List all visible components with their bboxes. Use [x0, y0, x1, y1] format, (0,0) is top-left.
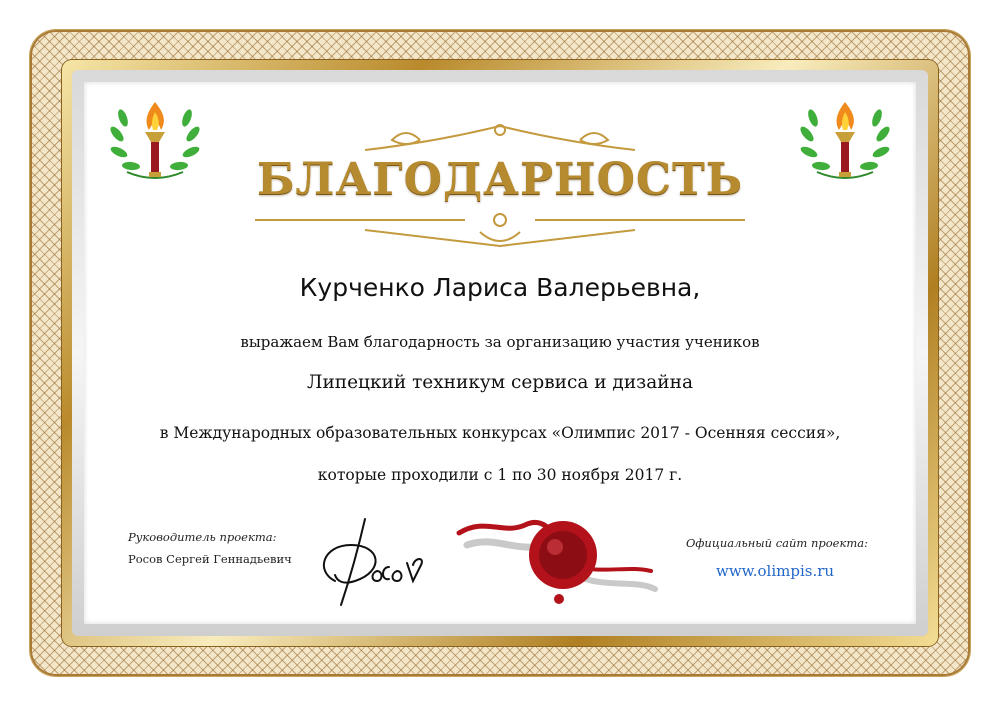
signature-icon [315, 515, 430, 610]
institution-name: Липецкий техникум сервиса и дизайна [307, 372, 693, 393]
official-site-link[interactable]: www.olimpis.ru [716, 562, 835, 580]
project-lead-label: Руководитель проекта: [128, 530, 277, 544]
certificate-title: БЛАГОДАРНОСТЬ [256, 154, 744, 205]
torch-laurel-icon [795, 98, 895, 186]
title-block [215, 112, 785, 252]
contest-text: в Международных образовательных конкурсах «Олимпис 2017 - Осенняя сессия», [159, 424, 841, 442]
gratitude-text: выражаем Вам благодарность за организацию участия учеников [240, 333, 760, 351]
wax-seal-ribbon-icon [455, 505, 660, 610]
official-site-label: Официальный сайт проекта: [686, 536, 868, 550]
contest-dates: которые проходили с 1 по 30 ноября 2017 г. [317, 466, 683, 484]
recipient-name: Курченко Лариса Валерьевна, [299, 273, 701, 302]
project-lead-name: Росов Сергей Геннадьевич [128, 552, 292, 566]
torch-laurel-icon [105, 98, 205, 186]
